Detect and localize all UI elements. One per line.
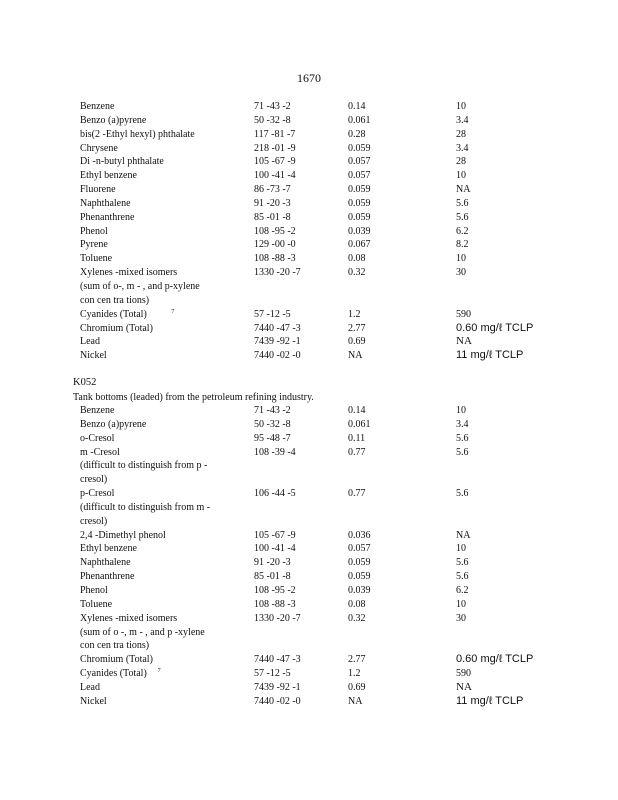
wastewater-value: NA (348, 350, 363, 362)
constituent-name: cresol) (80, 474, 108, 486)
nonwastewater-value: 10 (456, 170, 466, 182)
footnote-marker: 7 (171, 308, 175, 315)
cas-number: 7440 -47 -3 (254, 654, 301, 666)
table-row (0, 529, 618, 543)
nonwastewater-value: 10 (456, 101, 466, 112)
wastewater-value: 0.32 (348, 612, 366, 624)
cas-number: 50 -32 -8 (254, 114, 291, 126)
cas-number: 100 -41 -4 (254, 543, 296, 555)
constituent-name: Benzene (80, 405, 115, 416)
constituent-name: (difficult to distinguish from m - (80, 501, 211, 513)
constituent-name: o-Cresol (80, 432, 115, 444)
wastewater-value: 0.059 (348, 557, 371, 569)
cas-number: 57 -12 -5 (254, 668, 291, 680)
wastewater-value: 0.32 (348, 267, 366, 279)
cas-number: 1330 -20 -7 (254, 612, 301, 624)
nonwastewater-value: 5.6 (456, 571, 469, 583)
table-row (0, 335, 618, 349)
table-row (0, 211, 618, 225)
nonwastewater-value: 5.6 (456, 488, 469, 500)
constituent-name: Benzene (80, 101, 115, 112)
cas-number: 71 -43 -2 (254, 405, 291, 416)
page-number: 1670 (297, 71, 321, 85)
table-row (0, 639, 618, 653)
cas-number: 129 -00 -0 (254, 239, 296, 251)
constituent-name: Chromium (Total) (80, 322, 153, 334)
wastewater-value: 2.77 (348, 654, 366, 666)
nonwastewater-value: NA (456, 184, 471, 196)
table-row (0, 584, 618, 598)
table-row (0, 238, 618, 252)
waste-description: Tank bottoms (leaded) from the petroleum refining industry. (73, 392, 314, 403)
table-row (0, 501, 618, 515)
constituent-name: con cen tra tions) (80, 294, 150, 306)
constituent-name: Cyanides (Total) (80, 668, 147, 680)
constituent-name: (sum of o -, m - , and p -xylene (80, 626, 205, 638)
wastewater-value: 0.08 (348, 253, 366, 265)
table-row (0, 155, 618, 169)
cas-number: 108 -95 -2 (254, 584, 296, 596)
constituent-table-k051 (0, 100, 618, 363)
table-row (0, 322, 618, 336)
nonwastewater-value: NA (456, 529, 471, 541)
wastewater-value: 0.067 (348, 239, 371, 251)
table-row (0, 695, 618, 709)
constituent-name: Benzo (a)pyrene (80, 114, 147, 126)
table-row (0, 266, 618, 280)
table-row (0, 252, 618, 266)
table-row (0, 542, 618, 556)
wastewater-value: 0.11 (348, 432, 366, 444)
cas-number: 57 -12 -5 (254, 308, 291, 320)
wastewater-value: 0.28 (348, 128, 366, 140)
nonwastewater-value: 30 (456, 612, 466, 624)
cas-number: 95 -48 -7 (254, 432, 291, 444)
constituent-name: Nickel (80, 695, 107, 707)
wastewater-value: NA (348, 695, 363, 707)
table-row (0, 667, 618, 681)
cas-number: 91 -20 -3 (254, 197, 291, 209)
constituent-name: Naphthalene (80, 557, 131, 569)
waste-code: K052 (73, 377, 97, 388)
constituent-name: Phenanthrene (80, 211, 135, 223)
wastewater-value: 0.059 (348, 211, 371, 223)
constituent-name: Ethyl benzene (80, 543, 137, 555)
table-row (0, 556, 618, 570)
cas-number: 218 -01 -9 (254, 142, 296, 154)
cas-number: 7440 -02 -0 (254, 350, 301, 362)
constituent-name: (sum of o-, m - , and p-xylene (80, 280, 200, 292)
table-row (0, 142, 618, 156)
cas-number: 108 -95 -2 (254, 225, 296, 237)
cas-number: 1330 -20 -7 (254, 267, 301, 279)
nonwastewater-value: 5.6 (456, 432, 469, 444)
constituent-name: Xylenes -mixed isomers (80, 267, 178, 279)
constituent-name: cresol) (80, 515, 108, 527)
nonwastewater-value: 0.60 mg/ℓ TCLP (456, 321, 534, 334)
wastewater-value: 0.059 (348, 184, 371, 196)
cas-number: 85 -01 -8 (254, 211, 291, 223)
constituent-name: Lead (80, 336, 100, 348)
wastewater-value: 1.2 (348, 308, 361, 320)
nonwastewater-value: 3.4 (456, 114, 469, 126)
wastewater-value: 0.059 (348, 197, 371, 209)
table-row (0, 294, 618, 308)
nonwastewater-value: 10 (456, 543, 466, 555)
constituent-name: Nickel (80, 350, 107, 362)
constituent-name: Di -n-butyl phthalate (80, 156, 164, 168)
cas-number: 108 -88 -3 (254, 253, 296, 265)
wastewater-value: 0.69 (348, 336, 366, 348)
nonwastewater-value: 11 mg/ℓ TCLP (456, 694, 524, 707)
constituent-name: (difficult to distinguish from p - (80, 460, 208, 472)
nonwastewater-value: 5.6 (456, 446, 469, 458)
cas-number: 7440 -47 -3 (254, 322, 301, 334)
table-row (0, 432, 618, 446)
cas-number: 91 -20 -3 (254, 557, 291, 569)
table-row (0, 473, 618, 487)
nonwastewater-value: NA (456, 680, 472, 693)
nonwastewater-value: 6.2 (456, 584, 469, 596)
constituent-name: Chrysene (80, 142, 118, 154)
table-row (0, 404, 618, 418)
table-row (0, 612, 618, 626)
nonwastewater-value: 10 (456, 598, 466, 610)
constituent-name: m -Cresol (80, 446, 120, 458)
nonwastewater-value: 11 mg/ℓ TCLP (456, 349, 524, 362)
cas-number: 105 -67 -9 (254, 529, 296, 541)
constituent-name: Phenol (80, 225, 108, 237)
table-row (0, 570, 618, 584)
cas-number: 7440 -02 -0 (254, 695, 301, 707)
cas-number: 7439 -92 -1 (254, 681, 301, 693)
constituent-name: Ethyl benzene (80, 170, 137, 182)
table-row (0, 225, 618, 239)
nonwastewater-value: 28 (456, 128, 466, 140)
footnote-marker: 7 (157, 668, 161, 675)
table-row (0, 653, 618, 667)
cas-number: 50 -32 -8 (254, 418, 291, 430)
cas-number: 85 -01 -8 (254, 571, 291, 583)
nonwastewater-value: 0.60 mg/ℓ TCLP (456, 653, 534, 666)
constituent-name: bis(2 -Ethyl hexyl) phthalate (80, 128, 195, 140)
wastewater-value: 0.14 (348, 101, 366, 112)
wastewater-value: 0.059 (348, 571, 371, 583)
nonwastewater-value: 10 (456, 253, 466, 265)
wastewater-value: 0.057 (348, 170, 371, 182)
nonwastewater-value: 5.6 (456, 211, 469, 223)
cas-number: 108 -39 -4 (254, 446, 296, 458)
nonwastewater-value: 6.2 (456, 225, 469, 237)
constituent-name: Cyanides (Total) (80, 308, 147, 320)
table-row (0, 183, 618, 197)
wastewater-value: 0.057 (348, 543, 371, 555)
wastewater-value: 0.057 (348, 156, 371, 168)
cas-number: 105 -67 -9 (254, 156, 296, 168)
wastewater-value: 0.061 (348, 418, 371, 430)
wastewater-value: 0.039 (348, 225, 371, 237)
cas-number: 106 -44 -5 (254, 488, 296, 500)
wastewater-value: 0.08 (348, 598, 366, 610)
table-row (0, 459, 618, 473)
nonwastewater-value: 30 (456, 267, 466, 279)
constituent-name: con cen tra tions) (80, 640, 150, 652)
cas-number: 117 -81 -7 (254, 128, 296, 140)
table-row (0, 197, 618, 211)
wastewater-value: 0.061 (348, 114, 371, 126)
constituent-name: Xylenes -mixed isomers (80, 612, 178, 624)
constituent-name: Phenol (80, 584, 108, 596)
wastewater-value: 0.69 (348, 681, 366, 693)
table-row (0, 100, 618, 114)
nonwastewater-value: 3.4 (456, 142, 469, 154)
nonwastewater-value: 590 (456, 308, 471, 320)
wastewater-value: 0.14 (348, 405, 366, 416)
cas-number: 86 -73 -7 (254, 184, 291, 196)
constituent-name: Benzo (a)pyrene (80, 418, 147, 430)
cas-number: 108 -88 -3 (254, 598, 296, 610)
constituent-name: Toluene (80, 253, 113, 265)
constituent-name: Fluorene (80, 184, 116, 196)
nonwastewater-value: 5.6 (456, 557, 469, 569)
constituent-name: p-Cresol (80, 488, 115, 500)
nonwastewater-value: 590 (456, 668, 471, 680)
wastewater-value: 0.77 (348, 446, 366, 458)
constituent-name: Phenanthrene (80, 571, 135, 583)
nonwastewater-value: NA (456, 335, 472, 348)
constituent-name: Lead (80, 681, 100, 693)
cas-number: 7439 -92 -1 (254, 336, 301, 348)
nonwastewater-value: 3.4 (456, 418, 469, 430)
table-row (0, 308, 618, 322)
nonwastewater-value: 8.2 (456, 239, 469, 251)
table-row (0, 114, 618, 128)
constituent-name: Chromium (Total) (80, 654, 153, 666)
table-row (0, 681, 618, 695)
constituent-table-k052 (0, 404, 618, 709)
table-row (0, 280, 618, 294)
nonwastewater-value: 10 (456, 405, 466, 416)
wastewater-value: 0.036 (348, 529, 371, 541)
wastewater-value: 2.77 (348, 322, 366, 334)
wastewater-value: 0.059 (348, 142, 371, 154)
table-row (0, 598, 618, 612)
table-row (0, 128, 618, 142)
nonwastewater-value: 28 (456, 156, 466, 168)
table-row (0, 515, 618, 529)
wastewater-value: 0.77 (348, 488, 366, 500)
constituent-name: Naphthalene (80, 197, 131, 209)
constituent-name: 2,4 -Dimethyl phenol (80, 529, 166, 541)
table-row (0, 169, 618, 183)
constituent-name: Toluene (80, 598, 113, 610)
table-row (0, 446, 618, 460)
wastewater-value: 0.039 (348, 584, 371, 596)
cas-number: 100 -41 -4 (254, 170, 296, 182)
nonwastewater-value: 5.6 (456, 197, 469, 209)
table-row (0, 349, 618, 363)
cas-number: 71 -43 -2 (254, 101, 291, 112)
constituent-name: Pyrene (80, 239, 108, 251)
table-row (0, 626, 618, 640)
table-row (0, 418, 618, 432)
wastewater-value: 1.2 (348, 668, 361, 680)
table-row (0, 487, 618, 501)
